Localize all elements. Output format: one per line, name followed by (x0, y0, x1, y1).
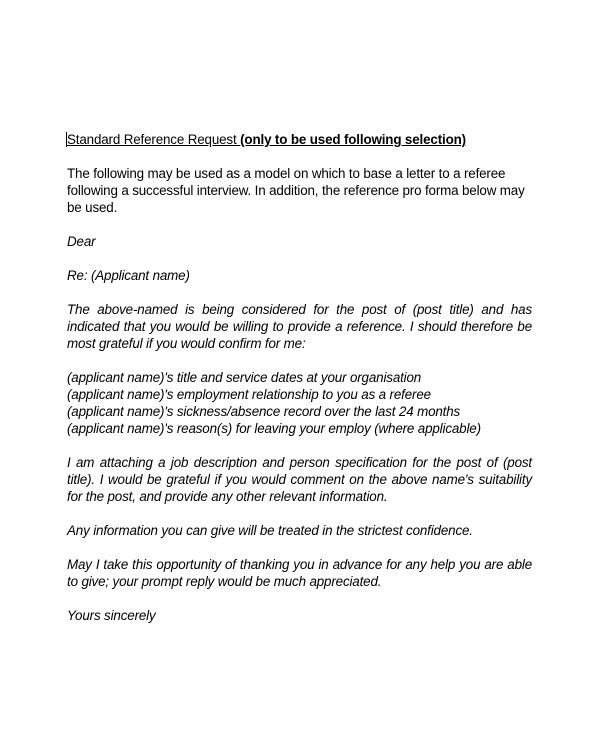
document-heading (67, 131, 532, 148)
closing: Yours sincerely (67, 608, 156, 623)
body-paragraph-3: Any information you can give will be treated in the strictest confidence. (67, 523, 473, 538)
list-item: (applicant name)'s title and service dates at your organisation (67, 370, 422, 385)
intro-paragraph: The following may be used as a model on which to base a letter to a referee following a successful interview. In addition, the reference pro forma below may be used. (67, 166, 525, 215)
text-cursor (66, 132, 67, 147)
body-paragraph-4: May I take this opportunity of thanking you in advance for any help you are able to give; your prompt reply would be much appreciated. (67, 557, 532, 589)
heading-plain: Standard Reference Request (67, 132, 237, 147)
list-item: (applicant name)'s reason(s) for leaving your employ (where applicable) (67, 421, 481, 436)
heading-bold: (only to be used following selection) (240, 132, 466, 147)
salutation: Dear (67, 234, 96, 249)
list-item: (applicant name)'s employment relationship to you as a referee (67, 387, 431, 402)
re-line: Re: (Applicant name) (67, 268, 190, 283)
list-item: (applicant name)'s sickness/absence record over the last 24 months (67, 404, 461, 419)
body-paragraph-2: I am attaching a job description and person specification for the post of (post title). I would be grateful if you would comment on the above name's suitability for the post, and provide any other relevant information. (67, 455, 532, 504)
body-paragraph-1: The above-named is being considered for the post of (post title) and has indicated that you would be willing to provide a reference. I should therefore be most grateful if you would confirm for me: (67, 302, 532, 351)
request-list (67, 369, 532, 437)
letter-page (67, 131, 532, 624)
